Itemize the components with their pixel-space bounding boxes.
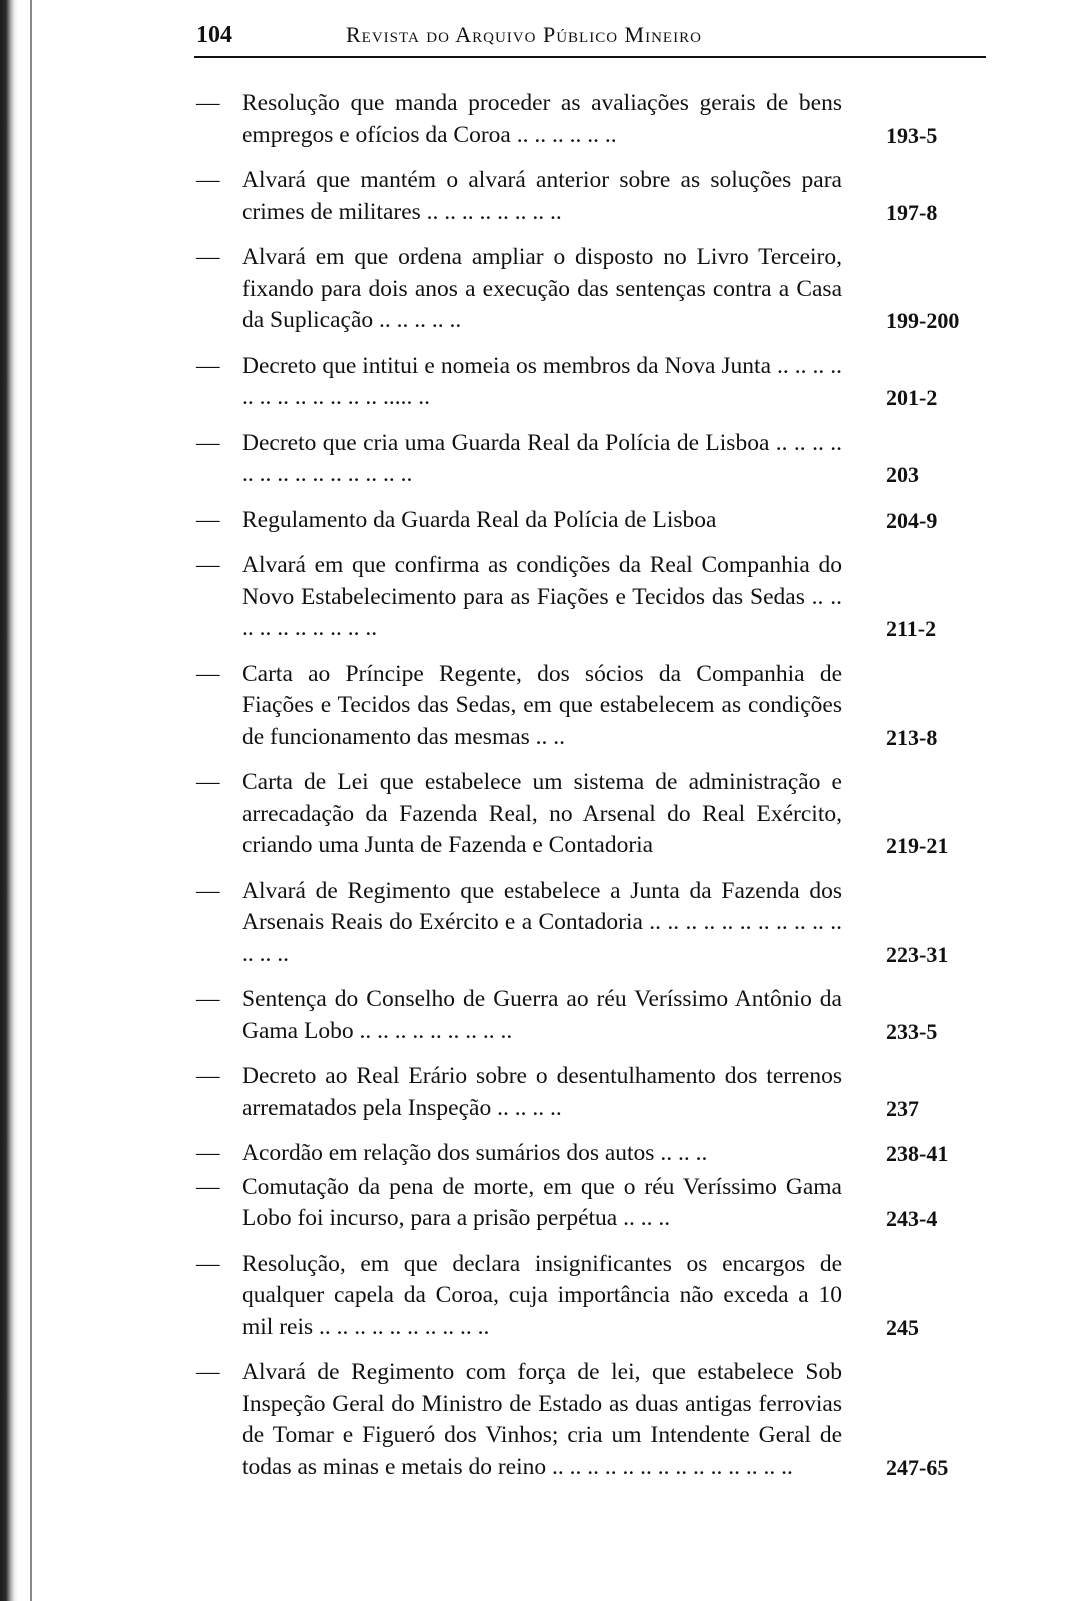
- entry-title: Alvará de Regimento com força de lei, que estabelece Sob Inspeção Geral do Ministro de Estado as duas antigas ferrovias de Tomar e Figueró dos Vinhos; cria um Intendente Geral de todas as minas e metais do reino .. .. .. .. .. .. .. .. .. .. .. .. .. ..: [242, 1359, 842, 1480]
- entry-title: Resolução que manda proceder as avaliações gerais de bens empregos e ofícios da Coroa .. .. .. .. .. ..: [242, 90, 842, 148]
- entry-pages: 204-9: [886, 507, 938, 533]
- entry-pages: 247-65: [886, 1454, 949, 1480]
- toc-entry: [196, 659, 986, 754]
- entry-pages: 219-21: [886, 833, 949, 858]
- entry-title: Decreto ao Real Erário sobre o desentulhamento dos terrenos arrematados pela Inspeção .. .. .. ..: [242, 1063, 842, 1121]
- entry-dash: —: [196, 429, 220, 456]
- entry-title: Acordão em relação dos sumários dos autos .. .. ..: [242, 1140, 708, 1166]
- entry-title: Alvará em que ordena ampliar o disposto no Livro Terceiro, fixando para dois anos a execução das sentenças contra a Casa da Suplicação .. .. .. .. ..: [242, 244, 842, 333]
- entry-pages: 213-8: [886, 724, 938, 750]
- entry-title: Regulamento da Guarda Real da Polícia de Lisboa: [242, 506, 717, 533]
- entry-pages: 201-2: [886, 385, 938, 410]
- entry-pages: 238-41: [886, 1141, 949, 1166]
- entry-dash: —: [196, 167, 220, 193]
- entry-pages: 193-5: [886, 122, 938, 148]
- entry-title: Sentença do Conselho de Guerra ao réu Veríssimo Antônio da Gama Lobo .. .. .. .. .. .. .. .. ..: [242, 986, 842, 1044]
- entry-pages: 233-5: [886, 1018, 938, 1044]
- entry-dash: —: [196, 877, 220, 904]
- toc-entry: [196, 1172, 986, 1235]
- entry-dash: —: [196, 660, 220, 687]
- entry-title: Comutação da pena de morte, em que o réu Veríssimo Gama Lobo foi incurso, para a prisão perpétua .. .. ..: [242, 1173, 842, 1231]
- running-title: Revista do Arquivo Público Mineiro: [346, 22, 702, 47]
- entry-dash: —: [196, 1063, 220, 1089]
- entry-dash: —: [196, 1173, 220, 1200]
- entry-pages: 223-31: [886, 941, 949, 967]
- entry-dash: —: [196, 1140, 220, 1166]
- entry-dash: —: [196, 352, 220, 379]
- toc-entry: [196, 242, 986, 337]
- page-binding-edge: [0, 0, 40, 1601]
- toc-entry: [196, 1249, 986, 1344]
- entry-title: Resolução, em que declara insignificantes os encargos de qualquer capela da Coroa, cuja importância não exceda a 10 mil reis .. .. .. .. .. .. .. .. .. ..: [242, 1250, 842, 1340]
- entry-pages: 211-2: [886, 616, 937, 641]
- toc-entry: [196, 767, 986, 862]
- entry-title: Decreto que cria uma Guarda Real da Polícia de Lisboa .. .. .. .. .. .. .. .. .. .. .. .. .. ..: [242, 429, 842, 487]
- toc-entry: [196, 984, 986, 1047]
- entry-pages: 203: [886, 462, 919, 487]
- entry-pages: 199-200: [886, 308, 960, 333]
- entry-dash: —: [196, 506, 220, 533]
- header-rule: [194, 56, 986, 58]
- entry-pages: 243-4: [886, 1206, 938, 1231]
- entry-title: Decreto que intitui e nomeia os membros da Nova Junta .. .. .. .. .. .. .. .. .. .. .. .. ..... ..: [242, 352, 842, 410]
- entry-dash: —: [196, 552, 220, 578]
- toc-entry: [196, 876, 986, 971]
- entry-dash: —: [196, 244, 220, 270]
- page-number: 104: [196, 22, 232, 48]
- entry-pages: 197-8: [886, 199, 938, 225]
- toc-entry: [196, 165, 986, 228]
- entry-pages: 237: [886, 1095, 919, 1121]
- toc-entry: [196, 1138, 986, 1170]
- table-of-contents: [196, 88, 986, 1483]
- entry-title: Carta ao Príncipe Regente, dos sócios da Companhia de Fiações e Tecidos das Sedas, em que estabelecem as condições de funcionamento das mesmas .. ..: [242, 660, 842, 750]
- entry-dash: —: [196, 769, 220, 795]
- entry-pages: 245: [886, 1314, 919, 1340]
- entry-dash: —: [196, 1359, 220, 1385]
- entry-title: Alvará em que confirma as condições da Real Companhia do Novo Estabelecimento para as Fiações e Tecidos das Sedas .. .. .. .. .. .. .. .. .. ..: [242, 552, 842, 641]
- toc-entry: [196, 1357, 986, 1483]
- toc-entry: [196, 505, 986, 537]
- entry-dash: —: [196, 986, 220, 1012]
- toc-entry: [196, 550, 986, 645]
- entry-title: Alvará que mantém o alvará anterior sobre as soluções para crimes de militares .. .. .. .. .. .. .. ..: [242, 167, 842, 225]
- toc-entry: [196, 88, 986, 151]
- entry-title: Alvará de Regimento que estabelece a Junta da Fazenda dos Arsenais Reais do Exército e a Contadoria .. .. .. .. .. .. .. .. .. .. .. .. .. ..: [242, 877, 842, 967]
- toc-entry: [196, 428, 986, 491]
- entry-dash: —: [196, 1250, 220, 1277]
- toc-entry: [196, 1061, 986, 1124]
- entry-title: Carta de Lei que estabelece um sistema de administração e arrecadação da Fazenda Real, no Arsenal do Real Exército, criando uma Junta de Fazenda e Contadoria: [242, 769, 842, 858]
- entry-dash: —: [196, 90, 220, 116]
- toc-entry: [196, 351, 986, 414]
